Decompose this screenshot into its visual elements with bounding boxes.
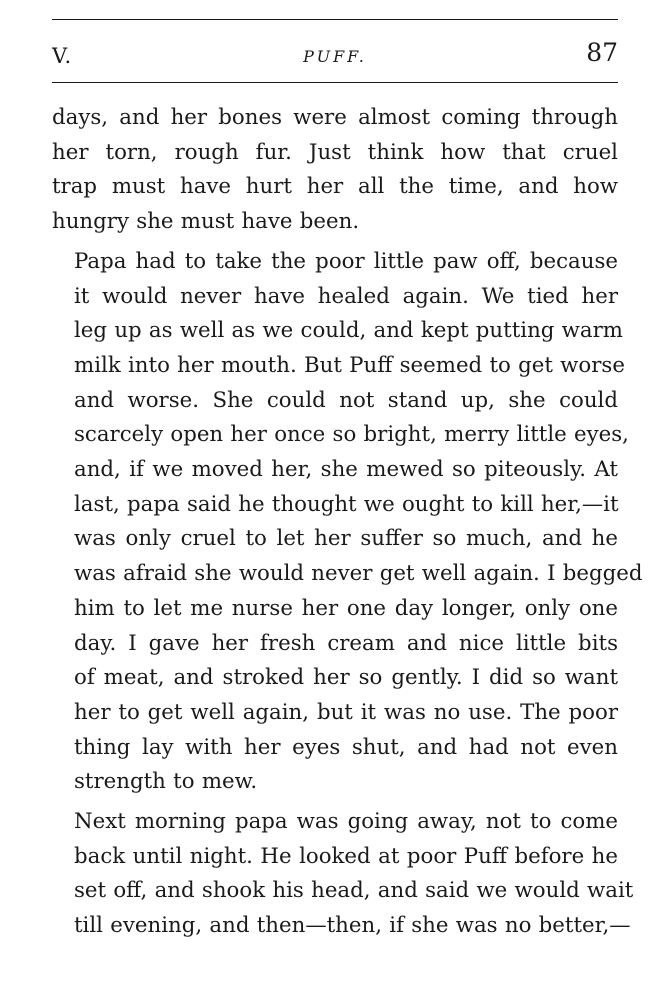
text-line: last, papa said he thought we ought to kill her,—it (74, 491, 619, 517)
text-line: and, if we moved her, she mewed so piteously. At (74, 457, 618, 483)
text-line: scarcely open her once so bright, merry little eyes, (74, 422, 629, 448)
text-line: days, and her bones were almost coming through (52, 105, 618, 130)
text-line: leg up as well as we could, and kept putting warm (74, 318, 623, 344)
text-line: hungry she must have been. (52, 209, 360, 235)
header-top-rule (52, 19, 618, 20)
text-line: of meat, and stroked her so gently. I did so want (74, 665, 618, 691)
text-line: milk into her mouth. But Puff seemed to get worse (74, 352, 625, 378)
text-line: Papa had to take the poor little paw off, because (74, 248, 618, 274)
text-line: was only cruel to let her suffer so much, and he (74, 526, 618, 552)
text-line: trap must have hurt her all the time, and how (52, 174, 618, 200)
text-line: and worse. She could not stand up, she could (74, 387, 618, 413)
page-number: 87 (586, 38, 618, 67)
text-line: was afraid she would never get well again. I begged (74, 561, 643, 587)
text-line: him to let me nurse her one day longer, only one (74, 595, 618, 621)
text-line: thing lay with her eyes shut, and had not even (74, 734, 618, 760)
paragraph-1 (52, 101, 618, 240)
text-line: it would never have healed again. We tied her (74, 283, 618, 309)
text-line: till evening, and then—then, if she was no better,— (74, 913, 631, 939)
paragraph-2 (52, 245, 643, 800)
text-line: her to get well again, but it was no use. The poor (74, 699, 618, 725)
running-head (52, 38, 618, 74)
chapter-number: V. (52, 44, 73, 68)
running-title: PUFF. (303, 47, 367, 66)
text-line: back until night. He looked at poor Puff before he (74, 843, 618, 869)
text-line: Next morning papa was going away, not to come (74, 809, 618, 835)
text-line: day. I gave her fresh cream and nice little bits (74, 630, 618, 656)
text-line: her torn, rough fur. Just think how that cruel (52, 139, 618, 165)
text-line: strength to mew. (74, 769, 258, 795)
paragraph-3 (52, 805, 634, 944)
text-line: set off, and shook his head, and said we would wait (74, 878, 634, 904)
body-text (52, 101, 643, 944)
header-bottom-rule (52, 82, 618, 83)
